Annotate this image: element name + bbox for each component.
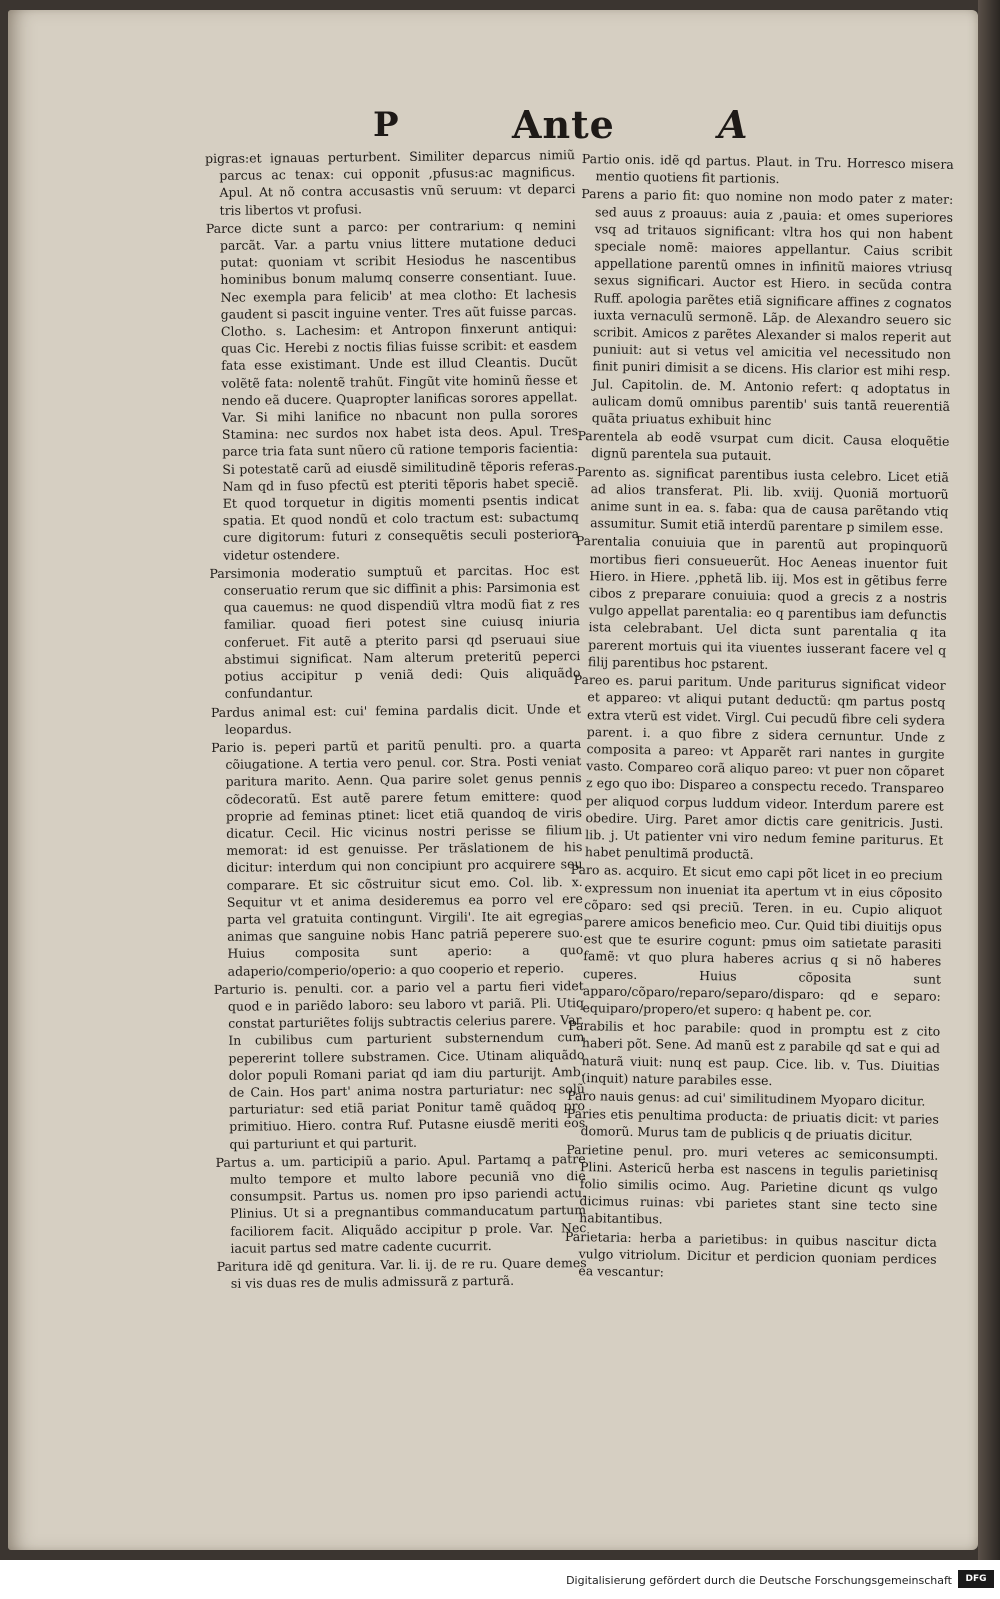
dfg-logo: DFG — [958, 1570, 994, 1588]
dictionary-entry: Paritura idẽ qd genitura. Var. li. ij. de re ru. Quare demes si vis duas res de mulis admissurã z parturã. — [216, 1255, 587, 1291]
dictionary-entry: Pardus animal est: cui' femina pardalis dicit. Unde et leopardus. — [210, 700, 581, 737]
left-text-column — [205, 146, 587, 1293]
dictionary-entry: Parturio is. penulti. cor. a pario vel a partu fieri videt quod e in pariẽdo laboro: seu laboro vt pariã. Pli. Utiq constat parturiẽtes folijs subtractis celerius parere. Var. In cubilibus cum parturient substernendum cum pepererint tollere substramen. Cice. Utinam aliquãdo dolor populi Romani pariat qd iam diu parturijt. Amb. de Cain. Hos part' anima nostra parturiatur: nec solũ parturiatur: sed etiã pariat Ponitur tamẽ quãdoq pro primitiuo. Hiero. contra Ruf. Putasne eiusdẽ meriti eos qui parturiunt et qui parturit. — [213, 977, 586, 1152]
footer-bar — [0, 1560, 1000, 1599]
dictionary-entry: Pario is. peperi partũ et paritũ penulti. pro. a quarta cõiugatione. A tertia vero penul. cor. Stra. Posti veniat paritura marito. Aenn. Qua parire solet genus pennis cõdecoratũ. Est autẽ parere fetum emittere: quod proprie ad feminas ptinet: licet etiã quandoq de viris dicatur. Cecil. Hic vicinus nostri perisse se filium memorat: id est genuisse. Per trãslationem de his dicitur: interdum qui non concipiunt pro acquirere seu comparare. Et sic cõstruitur sicut emo. Col. lib. x. Sequitur vt et anima desideremus ea porro vel ere parta vel gratuita contingunt. Virgili'. Ite ait egregias animas que sanguine nobis Hanc patriã peperere suo. Huius composita sunt aperio: a quo adaperio/comperio/operio: a quo cooperio et reperio. — [211, 735, 584, 979]
dictionary-entry: Paro as. acquiro. Et sicut emo capi põt licet in eo precium expressum non inueniat ita apertum vt in eius cõposito cõparo: sed qsi preciũ. Teren. in eu. Cupio aliquot parere amicos beneficio meo. Cur. Quid tibi diuitijs opus est que te esurire cogunt: pmus oim satietate parasiti famẽ: vt quo plura haberes acrius q si nõ haberes cuperes. Huius cõposita sunt apparo/cõparo/reparo/separo/disparo: qd e separo: equiparo/propero/et supero: q habent pe. cor. — [570, 862, 943, 1020]
dictionary-entry: Parens a pario fit: quo nomine non modo pater z mater: sed auus z proauus: auia z ,pauia: et omes superiores vsq ad tritauos significant: vltra hos qui non habent speciale nomẽ: maiores appellantur. Caius scribit appellatione parentũ omnes in infinitũ maiores vtriusq sexus significari. Auctor est Hiero. in secũda contra Ruff. apologia parẽtes etiã significare affines z cognatos iuxta vernaculũ sermonẽ. Lãp. de Alexandro seuero sic scribit. Amicos z parẽtes Alexander si malos reperit aut puniuit: aut si vetus vel amicitia vel necessitudo non finit puniri dimisit a se dicens. His clarior est mihi resp. Jul. Capitolin. de. M. Antonio refert: q adoptatus in aulicam domũ omnibus parentib' suis tantã reuerentiã quãta priuatus exhibuit hinc — [581, 186, 954, 429]
right-text-column — [564, 150, 954, 1286]
dictionary-entry: Parsimonia moderatio sumptuũ et parcitas. Hoc est conseruatio rerum que sic diffinit a phis: Parsimonia est qua cauemus: ne quod dispendiũ vltra modũ fiat z res familiar. quoad fieri potest sine cuiusq iniuria conferuet. Fit autẽ a pterito parsi qd pseruaui siue abstimui significat. Nam alterum preteritũ peperci potius accipitur p veniã dedi: Quis aliquãdo confundantur. — [209, 561, 581, 702]
dictionary-entry: Parietine penul. pro. muri veteres ac semiconsumpti. Plini. Astericũ herba est nascens in tegulis parietinisq folio similis ocimo. Aug. Parietine dicunt qs vulgo dicimus ruinas: vbi parietes stant sine tecto sine habitantibus. — [566, 1141, 939, 1227]
funding-credit: Digitalisierung gefördert durch die Deutsche Forschungsgemeinschaft — [566, 1574, 952, 1587]
dictionary-entry: pigras:et ignauas perturbent. Similiter deparcus nimiũ parcus ac tenax: cui opponit ,pfusus:ac magnificus. Apul. At nõ contra accusastis vnũ seruum: vt deparci tris libertos vt profusi. — [205, 147, 576, 218]
header-letter-left: P — [373, 105, 400, 145]
dictionary-entry: Parento as. significat parentibus iusta celebro. Licet etiã ad alios transferat. Pli. lib. xviij. Quoniã mortuorũ anime sunt in ea. s. faba: qua de causa parẽtando vtiq assumitur. Sumit etiã interdũ parentare p similem esse. — [576, 463, 950, 536]
header-letter-right: A — [718, 102, 749, 147]
dictionary-entry: Parentela ab eodẽ vsurpat cum dicit. Causa eloquẽtie dignũ parentela sua putauit. — [577, 428, 950, 464]
dictionary-entry: Partio onis. idẽ qd partus. Plaut. in Tru. Horresco misera mentio quotiens fit partionis. — [581, 150, 954, 187]
dictionary-entry: Parentalia conuiuia que in parentũ aut propinquorũ mortibus fieri consueuerũt. Hoc Aeneas inuentor fuit Hiero. in Hiere. ,pphetã lib. iij. Mos est in gẽtibus ferre cibos z preparare conuiuia: quod a grecis z a nostris vulgo appellat parentalia: eo q parentibus iam defunctis ista celebrabant. Uel dicta sunt parentalia q ita parerent mortuis qui ita viuentes iusserant facere vel q filij parentibus hoc pstarent. — [575, 533, 948, 672]
dictionary-entry: Paro nauis genus: ad cui' similitudinem Myoparo dicitur. — [567, 1087, 926, 1109]
dictionary-entry: Paries etis penultima producta: de priuatis dicit: vt paries domorũ. Murus tam de publicis q de priuatis dicitur. — [566, 1106, 939, 1144]
dictionary-entry: Partus a. um. participiũ a pario. Apul. Partamq a patre multo tempore et multo labore pecuniã vno die consumpsit. Partus us. nomen pro ipso pariendi actu. Plinius. Ut si a pregnantibus commanducatum partum faciliorem facit. Aliquãdo accipitur p prole. Var. Nec iacuit partus sed matre cadente cucurrit. — [215, 1150, 587, 1256]
dictionary-entry: Parabilis et hoc parabile: quod in promptu est z cito haberi põt. Sene. Ad manũ est z parabile qd sat e qui ad naturã viuit: nunq est paup. Cice. lib. v. Tus. Diuitias (inquit) nature parabiles esse. — [568, 1018, 941, 1088]
running-header — [0, 100, 1000, 150]
dictionary-entry: Parce dicte sunt a parco: per contrarium: q nemini parcãt. Var. a partu vnius littere mutatione deduci putat: quoniam vt scribit Hesiodus he nascentibus hominibus bonum malumq conserre consentiant. Iuue. Nec exempla para felicib' at mea clotho: Et lachesis gaudent si pascit inguine venter. Tres aũt fuisse parcas. Clotho. s. Lachesim: et Antropon finxerunt antiqui: quas Cic. Herebi z noctis filias fuisse scribit: et easdem fata esse existimant. Unde est illud Cleantis. Ducũt volẽtẽ fata: nolentẽ trahũt. Fingũt vite hominũ ñesse et nendo eã ducere. Quapropter lanificas sorores appellat. Var. Si mihi lanifice no nbacunt non pulla sorores Stamina: nec surdos nox habet ista deos. Apul. Tres parce tria fata sunt nũero cũ ratione temporis facientia: Si potestatẽ carũ ad eiusdẽ similitudinẽ tẽporis referas. Nam qd in fuso pfectũ est pteriti tẽporis habet speciẽ. Et quod torquetur in digitis momenti psentis indicat spatia. Et quod nondũ et colo tractum est: subactumq cure digitorum: futuri z consequẽtis seculi posteriora videtur ostendere. — [205, 216, 580, 563]
header-word: Ante — [512, 102, 615, 147]
book-edge — [978, 0, 1000, 1560]
dictionary-entry: Pareo es. parui paritum. Unde pariturus significat videor et appareo: vt aliqui putant deductũ: qm partus postq extra vterũ est videt. Virgl. Cui pecudũ fibre celi sydera parent. i. a quo fibre z sidera cernuntur. Unde z composita a pareo: vt Apparẽt rari nantes in gurgite vasto. Compareo corã aliquo pareo: vt puer non cõparet z ego quo ibo: Dispareo a conspectu recedo. Transpareo per aliquod corpus luddum videor. Interdum parere est obedire. Uirg. Paret amor dictis care genitricis. Justi. lib. j. Ut patienter vni viro nedum femine pariturus. Et habet penultimã productã. — [573, 672, 946, 862]
dictionary-entry: Parietaria: herba a parietibus: in quibus nascitur dicta vulgo vitriolum. Dicitur et perdicion quoniam perdices ea vescantur: — [564, 1228, 938, 1280]
